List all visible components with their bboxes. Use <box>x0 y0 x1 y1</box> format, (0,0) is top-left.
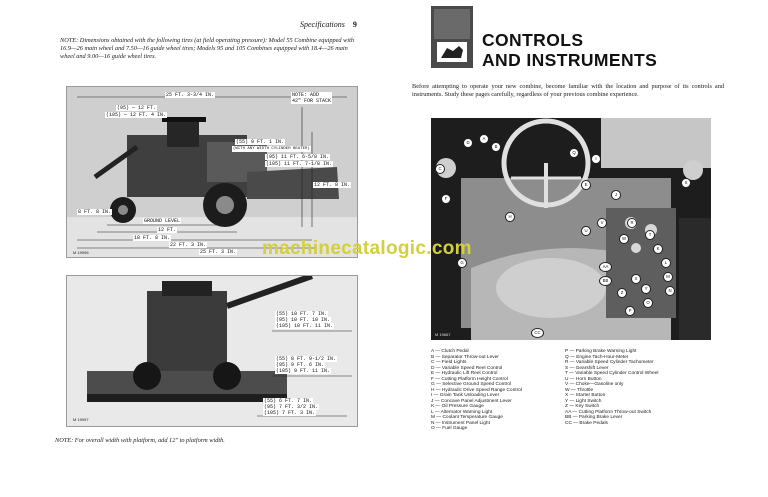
callout-j: J <box>611 190 621 200</box>
combine-side-view-figure <box>66 86 358 258</box>
rear-dim-1: (55) 10 FT. 7 IN. <box>276 311 328 317</box>
callout-o: O <box>643 298 653 308</box>
photo-code: M 19667 <box>435 332 451 337</box>
ground-level-label: GROUND LEVEL <box>144 218 181 224</box>
legend-item: Z — Key Switch <box>565 404 600 409</box>
callout-v: V <box>597 218 607 228</box>
legend-item: C — Field Lights <box>431 360 467 365</box>
callout-p: P <box>625 306 635 316</box>
legend-item: O — Fuel Gauge <box>431 426 468 431</box>
dim-cab-note: (WITH ANY WIDTH CYLINDER BEATER) <box>233 147 310 151</box>
controls-legend-left <box>431 349 522 432</box>
legend-item: Y — Light Switch <box>565 398 602 404</box>
callout-w: W <box>619 234 629 244</box>
legend-item: AA — Cutting Platform Throw-out Switch <box>565 409 652 415</box>
callout-s: S <box>681 178 691 188</box>
rear-dim-9: (105) 7 FT. 3 IN. <box>264 410 316 416</box>
legend-item: K — Oil Pressure Gauge <box>431 404 484 409</box>
legend-item: H — Hydraulic Drive Speed Range Control <box>431 387 522 393</box>
page-header-title: Specifications <box>300 20 345 29</box>
legend-item: T — Variable Speed Cylinder Control Wheel <box>565 371 659 376</box>
callout-d: D <box>463 138 473 148</box>
dim-length-overall: 25 FT. 3 IN. <box>200 249 237 255</box>
callout-i: I <box>591 154 601 164</box>
legend-item: X — Starter Button <box>565 393 606 398</box>
page-header <box>300 20 357 29</box>
rear-dim-4: (55) 8 FT. 9-1/2 IN. <box>276 356 337 362</box>
dim-right-3: 12 FT. 8 IN. <box>314 182 351 188</box>
callout-q: Q <box>569 148 579 158</box>
legend-item: I — Grain Tank Unloading Lever <box>431 393 500 398</box>
callout-y: Y <box>641 284 651 294</box>
legend-item: B — Separator Throw-out Lever <box>431 354 499 360</box>
rear-dim-7: (55) 6 FT. 7 IN. <box>264 398 313 404</box>
legend-item: A — Clutch Pedal <box>431 349 469 354</box>
callout-r: R <box>627 218 637 228</box>
dim-height-105: (105) — 12 FT. 4 IN. <box>106 112 167 118</box>
legend-item: W — Throttle <box>565 387 594 393</box>
callout-u: U <box>581 226 591 236</box>
page-number: 9 <box>352 20 357 29</box>
legend-item: G — Selective Ground Speed Control <box>431 382 511 387</box>
side-fig-code: M 19996 <box>73 250 89 255</box>
dim-ground-clearance: 8 FT. 8 IN. <box>78 209 112 215</box>
legend-item: S — Gearshift Lever <box>565 365 609 371</box>
tire-note: NOTE: Dimensions obtained with the following tires (at field operating pressure): Model 55 Combine equipped with 16.9—26 main wheel and 7.50—16 guide wheel tires; Models 95 and 105 Combines equipped with 18.4—26 main wheel and 9.00—16 guide wheel tires. <box>60 37 355 61</box>
intro-paragraph: Before attempting to operate your new combine, become familiar with the location and purpose of its controls and instruments. Study these pages carefully, regardless of your previous combine experience. <box>412 83 724 99</box>
legend-item: CC — Brake Pedals <box>565 420 608 426</box>
callout-k: K <box>653 244 663 254</box>
callout-z: Z <box>617 288 627 298</box>
watermark-text: machinecatalogic.com <box>262 238 472 259</box>
deer-logo-icon <box>431 6 473 68</box>
legend-item: D — Variable Speed Reel Control <box>431 365 503 371</box>
legend-item: F — Cutting Platform Height Control <box>431 376 508 382</box>
rear-dim-6: (105) 9 FT. 11 IN. <box>276 368 331 374</box>
rear-fig-code: M 19997 <box>73 417 89 422</box>
callout-h: H <box>505 212 515 222</box>
legend-item: Q — Engine Tach-Hour-Meter <box>565 354 629 360</box>
legend-item: L — Alternator Warning Light <box>431 409 493 415</box>
callout-c: C <box>435 164 445 174</box>
callout-m: M <box>663 272 673 282</box>
platform-width-note: NOTE: For overall width with platform, add 12" to platform width. <box>55 437 225 444</box>
callout-g: G <box>457 258 467 268</box>
dim-length-2: 22 FT. 3 IN. <box>170 242 207 248</box>
legend-item: E — Hydraulic Lift Reel Control <box>431 371 498 376</box>
dim-height-95: (95) — 12 FT. <box>117 105 157 111</box>
dim-right-1: (95) 11 FT. 6-5/8 IN. <box>266 154 330 160</box>
combine-rear-view-figure <box>66 275 358 427</box>
legend-item: U — Horn Button <box>565 376 602 382</box>
legend-item: P — Parking Brake Warning Light <box>565 349 637 354</box>
dim-wheelbase: 12 FT. <box>158 227 177 233</box>
operator-station-photo <box>431 118 711 340</box>
page-title <box>482 30 657 70</box>
rear-dim-8: (95) 7 FT. 3/2 IN. <box>264 404 319 410</box>
callout-l: L <box>661 258 671 268</box>
dim-cab-55: (55) 9 FT. 1 IN. <box>236 139 285 145</box>
callout-x: X <box>631 274 641 284</box>
callout-e: E <box>581 180 591 190</box>
controls-legend-right <box>565 349 658 426</box>
callout-b: B <box>491 142 501 152</box>
dim-stack-note: NOTE: ADD 42" FOR STACK <box>292 92 332 104</box>
legend-item: BB — Parking Brake Lever <box>565 415 623 420</box>
callout-a: A <box>479 134 489 144</box>
legend-item: M — Coolant Temperature Gauge <box>431 415 503 420</box>
rear-dim-3: (105) 10 FT. 11 IN. <box>276 323 334 329</box>
john-deere-logo-block <box>431 6 473 68</box>
legend-item: N — Instrument Panel Light <box>431 420 490 426</box>
dim-length-1: 18 FT. 8 IN. <box>134 235 171 241</box>
title-line-2: AND INSTRUMENTS <box>482 50 658 70</box>
callout-cc: CC <box>531 328 544 338</box>
rear-dim-2: (95) 10 FT. 10 IN. <box>276 317 331 323</box>
callout-f: F <box>441 194 451 204</box>
callout-aa: AA <box>599 262 612 272</box>
rear-dim-5: (95) 9 FT. 6 IN. <box>276 362 325 368</box>
dim-right-2: (105) 11 FT. 7-1/8 IN. <box>266 161 333 167</box>
legend-item: J — Concave Panel Adjustment Lever <box>431 398 512 404</box>
callout-bb: BB <box>599 276 612 286</box>
legend-item: V — Choke—Gasoline only <box>565 382 624 387</box>
callout-t: T <box>645 230 655 240</box>
callout-n: N <box>665 286 675 296</box>
title-line-1: CONTROLS <box>482 30 584 50</box>
legend-item: R — Variable Speed Cylinder Tachometer <box>565 360 654 365</box>
dim-overall-top: 25 FT. 3-3/4 IN. <box>166 92 215 98</box>
